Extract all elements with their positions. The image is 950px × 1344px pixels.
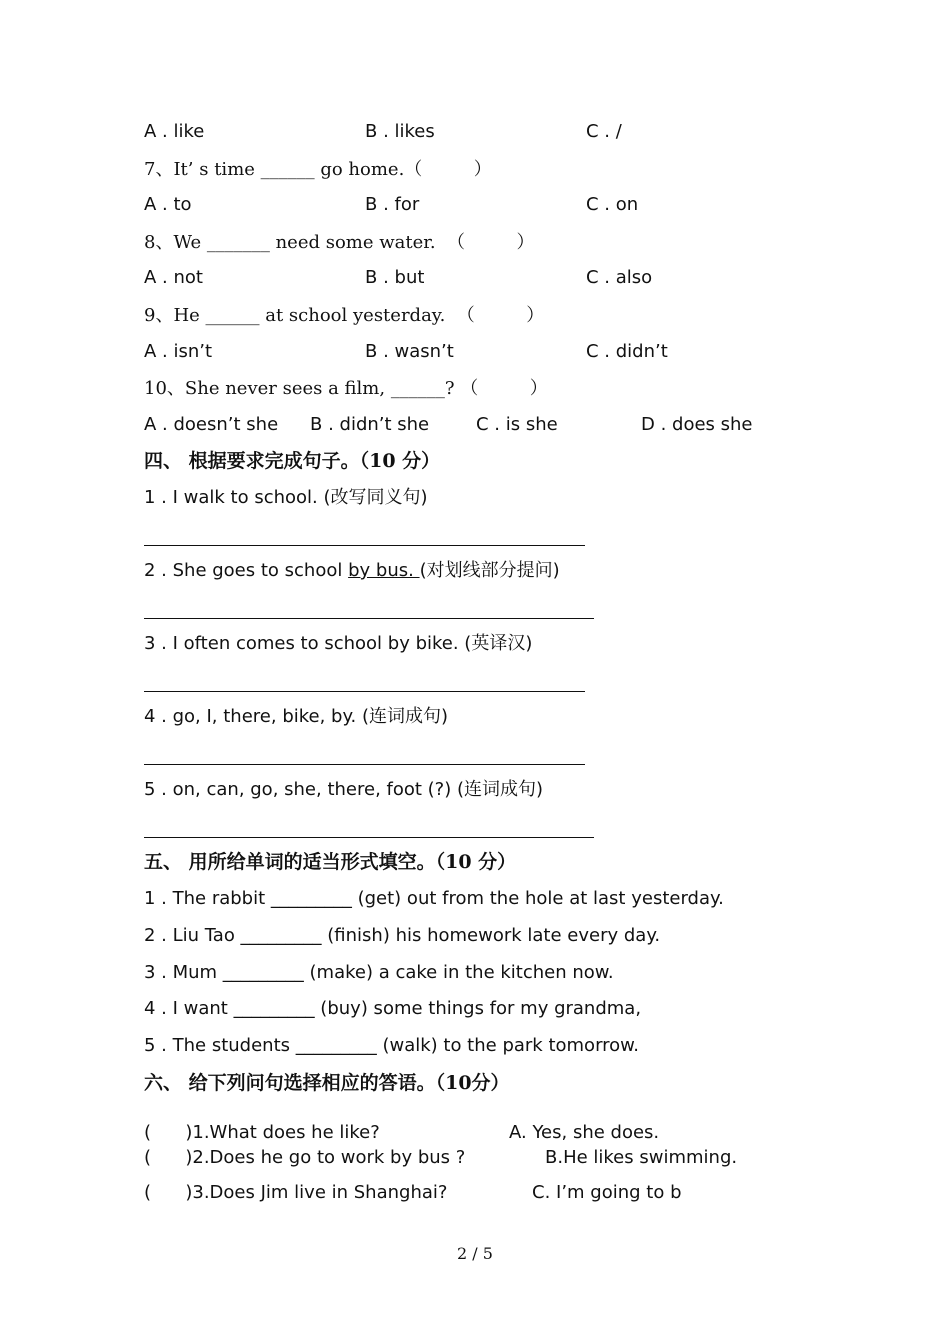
- q7-option-b: B . for: [365, 194, 420, 215]
- s6-question-1: ( )1.What does he like?: [144, 1122, 380, 1143]
- s4-answer-line-1[interactable]: [144, 545, 585, 546]
- s4-answer-line-2[interactable]: [144, 618, 594, 619]
- q10-option-c: C . is she: [476, 414, 558, 435]
- q6-option-b: B . likes: [365, 121, 435, 142]
- q8-option-b: B . but: [365, 267, 425, 288]
- s4-item-5: 5 . on, can, go, she, there, foot (?) (连词成句): [144, 779, 544, 800]
- q7-option-c: C . on: [586, 194, 639, 215]
- q10-option-b: B . didn’t she: [310, 414, 430, 435]
- q9-text: 9、He ______ at school yesterday. （ ）: [144, 305, 545, 326]
- q6-option-c: C . /: [586, 121, 622, 142]
- s4-item-2-suffix: (对划线部分提问): [419, 560, 560, 581]
- s4-answer-line-3[interactable]: [144, 691, 585, 692]
- q7-option-a: A . to: [144, 194, 192, 215]
- s4-item-2: [144, 560, 560, 582]
- s5-item-5: 5 . The students _________ (walk) to the park tomorrow.: [144, 1035, 639, 1056]
- section6-heading: 六、 给下列问句选择相应的答语。（10分）: [144, 1072, 510, 1094]
- s6-question-3: ( )3.Does Jim live in Shanghai?: [144, 1182, 448, 1203]
- section5-heading: 五、 用所给单词的适当形式填空。（10 分）: [144, 851, 517, 873]
- s4-answer-line-4[interactable]: [144, 764, 585, 765]
- q8-option-a: A . not: [144, 267, 203, 288]
- q8-option-c: C . also: [586, 267, 653, 288]
- s4-item-3: 3 . I often comes to school by bike. (英译汉): [144, 633, 533, 654]
- q10-option-a: A . doesn’t she: [144, 414, 279, 435]
- q10-option-d: D . does she: [641, 414, 753, 435]
- q9-option-a: A . isn’t: [144, 341, 213, 362]
- s4-item-1: 1 . I walk to school. (改写同义句): [144, 487, 428, 508]
- s5-item-2: 2 . Liu Tao _________ (finish) his homework late every day.: [144, 925, 661, 946]
- q7-text: 7、It’ s time ______ go home.（ ）: [144, 159, 492, 180]
- s6-answer-b: B.He likes swimming.: [545, 1147, 738, 1168]
- q9-option-b: B . wasn’t: [365, 341, 454, 362]
- q6-option-a: A . like: [144, 121, 205, 142]
- s4-answer-line-5[interactable]: [144, 837, 594, 838]
- q10-text: 10、She never sees a film, ______? （ ）: [144, 378, 548, 399]
- q9-option-c: C . didn’t: [586, 341, 668, 362]
- s5-item-3: 3 . Mum _________ (make) a cake in the kitchen now.: [144, 962, 614, 983]
- s4-item-2-underlined: by bus.: [348, 560, 420, 581]
- s6-question-2: ( )2.Does he go to work by bus ?: [144, 1147, 466, 1168]
- section4-heading: 四、 根据要求完成句子。（10 分）: [144, 450, 441, 472]
- s6-answer-c: C. I’m going to b: [532, 1182, 682, 1203]
- s5-item-1: 1 . The rabbit _________ (get) out from the hole at last yesterday.: [144, 888, 724, 909]
- s6-answer-a: A. Yes, she does.: [509, 1122, 660, 1143]
- page-number: 2 / 5: [457, 1244, 493, 1263]
- s4-item-2-prefix: 2 . She goes to school: [144, 560, 349, 581]
- q8-text: 8、We _______ need some water. （ ）: [144, 232, 535, 253]
- s5-item-4: 4 . I want _________ (buy) some things for my grandma,: [144, 998, 642, 1019]
- s4-item-4: 4 . go, I, there, bike, by. (连词成句): [144, 706, 449, 727]
